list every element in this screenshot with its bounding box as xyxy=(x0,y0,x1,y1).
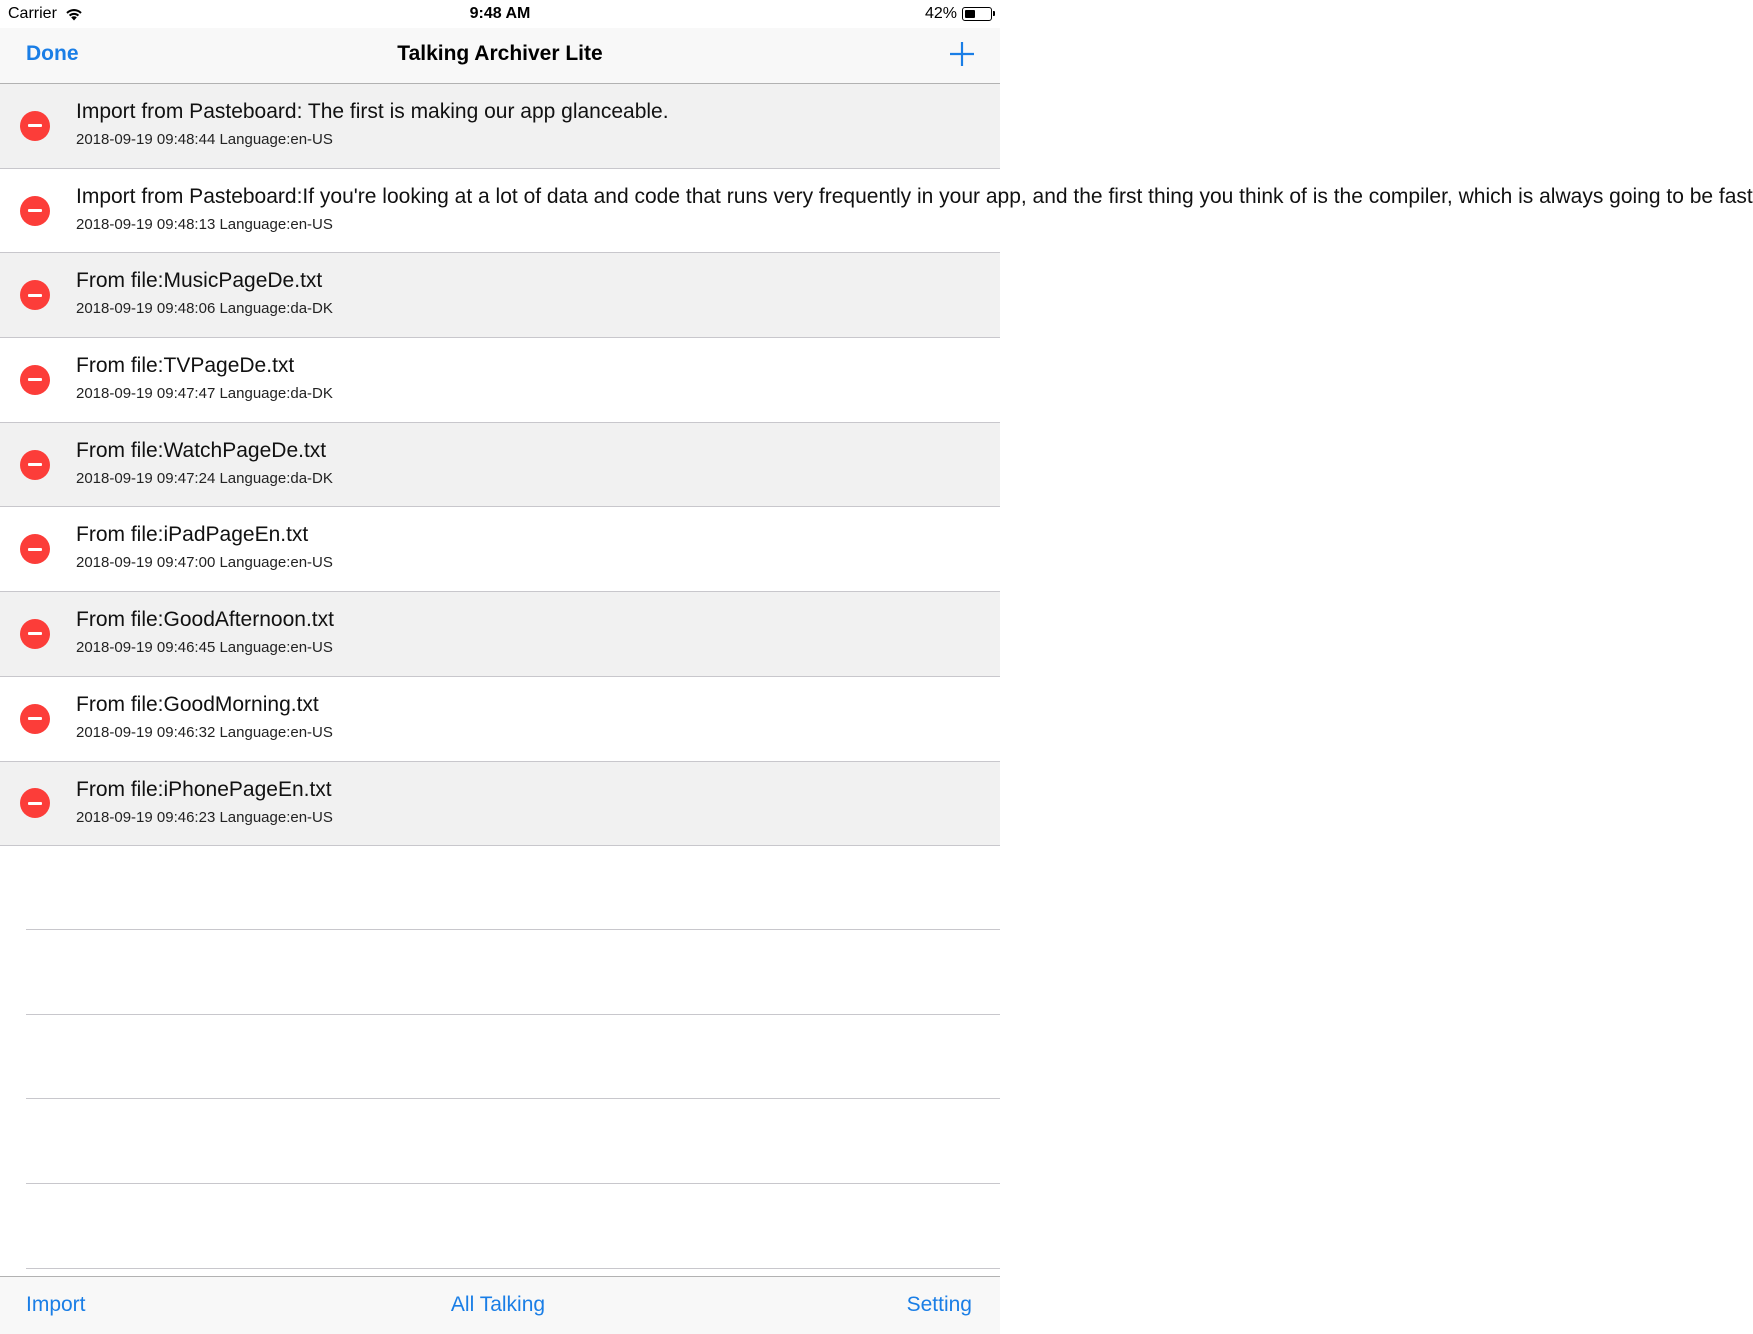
item-title: Import from Pasteboard:If you're looking at a lot of data and code that runs very frequently in your app, and the first thing you think of is the compiler, which is always going to be fast xyxy=(76,184,1753,208)
item-subtitle: 2018-09-19 09:46:23 Language:en-US xyxy=(76,808,333,826)
list-item[interactable] xyxy=(0,592,1000,677)
delete-icon[interactable] xyxy=(20,365,50,395)
item-subtitle: 2018-09-19 09:48:06 Language:da-DK xyxy=(76,300,333,318)
battery-icon xyxy=(962,7,992,21)
delete-icon[interactable] xyxy=(20,196,50,226)
item-title: Import from Pasteboard: The first is making our app glanceable. xyxy=(76,100,669,123)
list-item[interactable] xyxy=(0,253,1000,338)
empty-row-separator xyxy=(26,1014,1000,1015)
list-item[interactable] xyxy=(0,423,1000,508)
list-item[interactable] xyxy=(0,762,1000,847)
import-button[interactable]: Import xyxy=(26,1293,86,1316)
item-title: From file:GoodAfternoon.txt xyxy=(76,608,334,632)
list-item[interactable] xyxy=(0,507,1000,592)
item-title: From file:WatchPageDe.txt xyxy=(76,438,327,462)
item-subtitle: 2018-09-19 09:48:13 Language:en-US xyxy=(76,215,333,233)
item-title: From file:TVPageDe.txt xyxy=(76,354,295,378)
status-bar xyxy=(0,0,1000,28)
bottom-toolbar xyxy=(0,1276,1000,1334)
delete-icon[interactable] xyxy=(20,534,50,564)
done-button[interactable]: Done xyxy=(26,42,79,65)
item-title: From file:iPhonePageEn.txt xyxy=(76,777,332,801)
plus-icon[interactable] xyxy=(948,40,976,68)
list-item[interactable] xyxy=(0,338,1000,423)
item-title: From file:iPadPageEn.txt xyxy=(76,523,309,547)
delete-icon[interactable] xyxy=(20,450,50,480)
list-item[interactable] xyxy=(0,677,1000,762)
battery-percent: 42% xyxy=(924,5,957,22)
clock: 9:48 AM xyxy=(469,5,531,22)
carrier-label: Carrier xyxy=(8,5,57,22)
page-title: Talking Archiver Lite xyxy=(397,42,603,65)
battery-fill xyxy=(965,10,975,18)
delete-icon[interactable] xyxy=(20,619,50,649)
item-subtitle: 2018-09-19 09:46:45 Language:en-US xyxy=(76,639,333,657)
item-subtitle: 2018-09-19 09:48:44 Language:en-US xyxy=(76,131,333,148)
delete-icon[interactable] xyxy=(20,788,50,818)
all-talking-button[interactable]: All Talking xyxy=(450,1293,546,1316)
item-title: From file:MusicPageDe.txt xyxy=(76,269,323,293)
delete-icon[interactable] xyxy=(20,704,50,734)
empty-row-separator xyxy=(26,1183,1000,1184)
empty-row-separator xyxy=(26,1268,1000,1269)
item-subtitle: 2018-09-19 09:47:24 Language:da-DK xyxy=(76,469,333,487)
empty-row-separator xyxy=(26,1098,1000,1099)
delete-icon[interactable] xyxy=(20,280,50,310)
list-item[interactable] xyxy=(0,169,1753,254)
item-subtitle: 2018-09-19 09:47:47 Language:da-DK xyxy=(76,385,333,403)
item-title: From file:GoodMorning.txt xyxy=(76,692,319,716)
item-subtitle: 2018-09-19 09:46:32 Language:en-US xyxy=(76,723,333,741)
delete-icon[interactable] xyxy=(20,111,50,141)
item-subtitle: 2018-09-19 09:47:00 Language:en-US xyxy=(76,554,333,572)
archive-list xyxy=(0,84,1753,846)
list-item[interactable] xyxy=(0,84,1000,169)
navigation-bar xyxy=(0,28,1000,84)
battery-indicator xyxy=(925,5,992,23)
setting-button[interactable]: Setting xyxy=(906,1293,972,1316)
empty-row-separator xyxy=(26,929,1000,930)
